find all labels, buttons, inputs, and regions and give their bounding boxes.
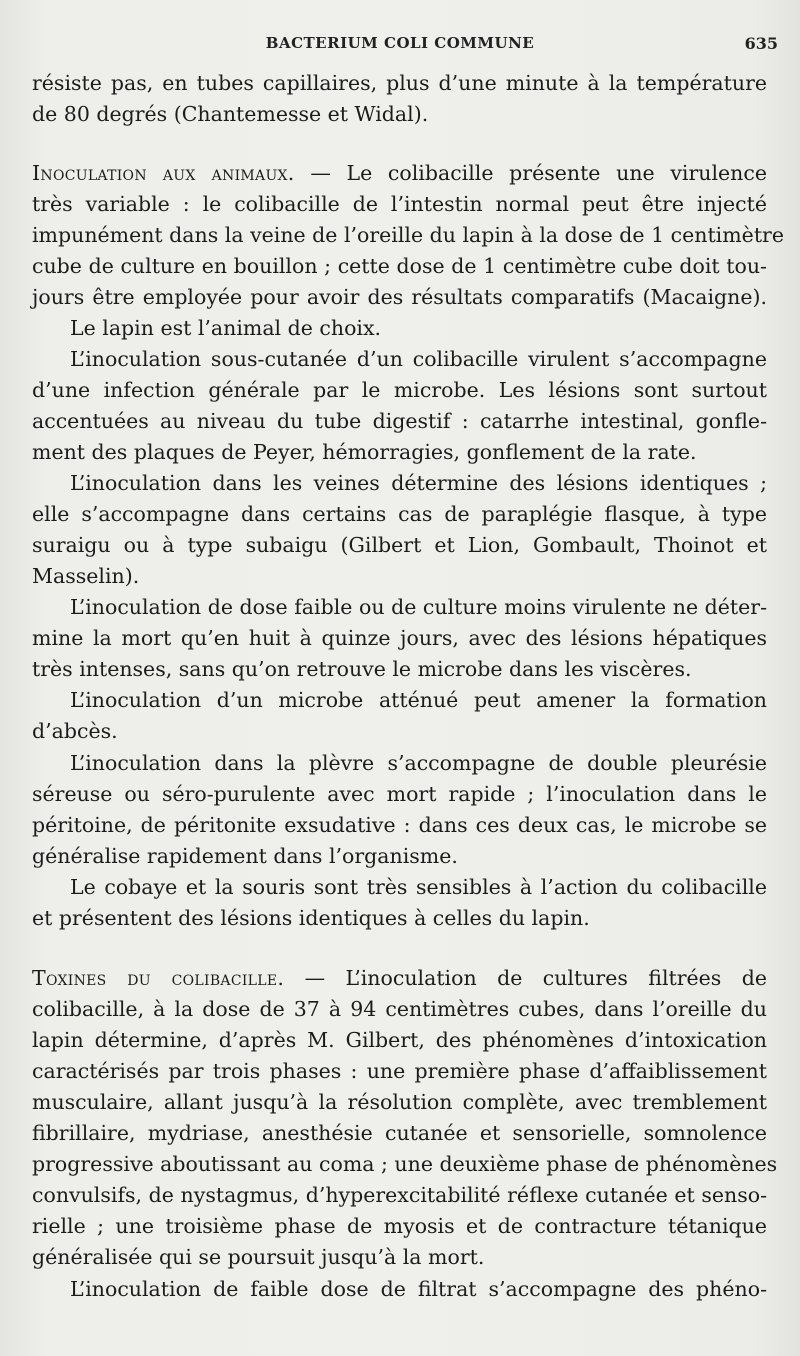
text-line: suraigu ou à type subaigu (Gilbert et Lion, Gombault, Thoinot et	[32, 533, 767, 557]
text-line: L’inoculation de dose faible ou de culture moins virulente ne déter-	[70, 595, 767, 619]
text-line: généralisée qui se poursuit jusqu’à la mort.	[32, 1245, 485, 1269]
text-line: convulsifs, de nystagmus, d’hyperexcitabilité réflexe cutanée et senso-	[32, 1183, 767, 1207]
text-line: L’inoculation de faible dose de filtrat s’accompagne des phéno-	[70, 1277, 767, 1301]
text-line: très intenses, sans qu’on retrouve le microbe dans les viscères.	[32, 657, 692, 681]
text-line: séreuse ou séro-purulente avec mort rapide ; l’inoculation dans le	[32, 782, 767, 806]
text-line: et présentent des lésions identiques à celles du lapin.	[32, 906, 590, 930]
text-line: lapin détermine, d’après M. Gilbert, des phénomènes d’intoxication	[32, 1028, 767, 1052]
text-line: ment des plaques de Peyer, hémorragies, gonflement de la rate.	[32, 440, 697, 464]
text-line: caractérisés par trois phases : une première phase d’affaiblissement	[32, 1059, 767, 1083]
text-line: L’inoculation sous-cutanée d’un colibacille virulent s’accompagne	[70, 347, 767, 371]
text-line: Masselin).	[32, 564, 140, 588]
text-line: d’abcès.	[32, 719, 118, 743]
text-line: accentuées au niveau du tube digestif : catarrhe intestinal, gonfle-	[32, 409, 767, 433]
text-line: d’une infection générale par le microbe. Les lésions sont surtout	[32, 378, 767, 402]
running-title: BACTERIUM COLI COMMUNE	[265, 34, 535, 52]
text-line: jours être employée pour avoir des résultats comparatifs (Macaigne).	[32, 285, 767, 309]
text-line: impunément dans la veine de l’oreille du lapin à la dose de 1 centimètre	[32, 223, 784, 247]
text-line: colibacille, à la dose de 37 à 94 centimètres cubes, dans l’oreille du	[32, 997, 767, 1021]
text-line: — Le colibacille présente une virulence	[310, 161, 767, 185]
text-line: Le lapin est l’animal de choix.	[70, 316, 382, 340]
text-line: L’inoculation dans les veines détermine des lésions identiques ;	[70, 471, 767, 495]
text-line: péritoine, de péritonite exsudative : dans ces deux cas, le microbe se	[32, 813, 767, 837]
text-line: progressive aboutissant au coma ; une deuxième phase de phénomènes	[32, 1152, 778, 1176]
text-line: cube de culture en bouillon ; cette dose de 1 centimètre cube doit tou-	[32, 254, 767, 278]
text-line: généralise rapidement dans l’organisme.	[32, 844, 458, 868]
text-line: Le cobaye et la souris sont très sensibles à l’action du colibacille	[70, 875, 767, 899]
section-heading-inoculation: Inoculation aux animaux.	[32, 161, 295, 185]
text-line: rielle ; une troisième phase de myosis et de contracture tétanique	[32, 1214, 767, 1238]
text-line: de 80 degrés (Chantemesse et Widal).	[32, 102, 429, 126]
text-line: L’inoculation d’un microbe atténué peut amener la formation	[70, 688, 767, 712]
text-line: résiste pas, en tubes capillaires, plus d’une minute à la température	[32, 71, 767, 95]
section-heading-toxines: Toxines du colibacille.	[32, 966, 285, 990]
text-line: — L’inoculation de cultures filtrées de	[304, 966, 767, 990]
section-heading-line	[32, 963, 767, 994]
text-line: mine la mort qu’en huit à quinze jours, avec des lésions hépatiques	[32, 626, 767, 650]
text-line: très variable : le colibacille de l’intestin normal peut être injecté	[32, 192, 767, 216]
text-line: L’inoculation dans la plèvre s’accompagne de double pleurésie	[70, 751, 767, 775]
text-line: elle s’accompagne dans certains cas de paraplégie flasque, à type	[32, 502, 767, 526]
text-line: fibrillaire, mydriase, anesthésie cutanée et sensorielle, somnolence	[32, 1121, 767, 1145]
text-line: musculaire, allant jusqu’à la résolution complète, avec tremblement	[32, 1090, 767, 1114]
page-number: 635	[744, 34, 778, 53]
section-heading-line	[32, 158, 767, 189]
